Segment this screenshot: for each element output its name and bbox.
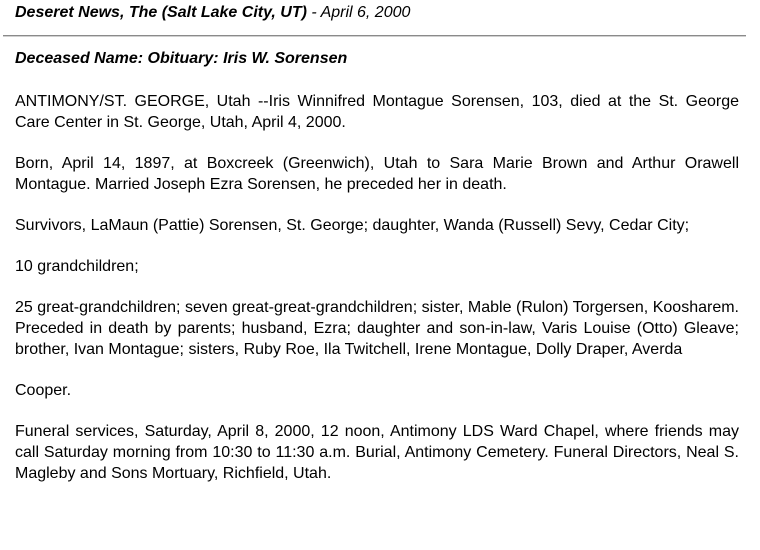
paragraph-death-notice: ANTIMONY/ST. GEORGE, Utah --Iris Winnifred Montague Sorensen, 103, died at the St. George Care Center in St. George, Utah, April 4, 2000.	[15, 93, 739, 131]
paragraph-birth: Born, April 14, 1897, at Boxcreek (Greenwich), Utah to Sara Marie Brown and Arthur Orawell Montague. Married Joseph Ezra Sorensen, he preceded her in death.	[15, 155, 739, 193]
obituary-title: Deceased Name: Obituary: Iris W. Sorensen	[15, 50, 348, 67]
paragraph-cooper: Cooper.	[15, 382, 72, 399]
header-separator: -	[306, 4, 321, 21]
paragraph-funeral: Funeral services, Saturday, April 8, 2000, 12 noon, Antimony LDS Ward Chapel, where friends may call Saturday morning from 10:30 to 11:30 a.m. Burial, Antimony Cemetery. Funeral Directors, Neal S. Magleby and Sons Mortuary, Richfield, Utah.	[15, 423, 739, 482]
source-header	[15, 4, 410, 22]
header-divider	[3, 35, 746, 37]
publication-date: April 6, 2000	[320, 4, 411, 21]
publication-name: Deseret News, The (Salt Lake City, UT)	[15, 4, 307, 21]
paragraph-survivors: Survivors, LaMaun (Pattie) Sorensen, St. George; daughter, Wanda (Russell) Sevy, Cedar City;	[15, 217, 690, 234]
obituary-body	[15, 91, 739, 504]
paragraph-grandchildren: 10 grandchildren;	[15, 258, 139, 275]
paragraph-family: 25 great-grandchildren; seven great-great-grandchildren; sister, Mable (Rulon) Torgersen, Koosharem. Preceded in death by parents; husband, Ezra; daughter and son-in-law, Varis Louise (Otto) Gleave; brother, Ivan Montague; sisters, Ruby Roe, Ila Twitchell, Irene Montague, Dolly Draper, Averda	[15, 299, 739, 358]
